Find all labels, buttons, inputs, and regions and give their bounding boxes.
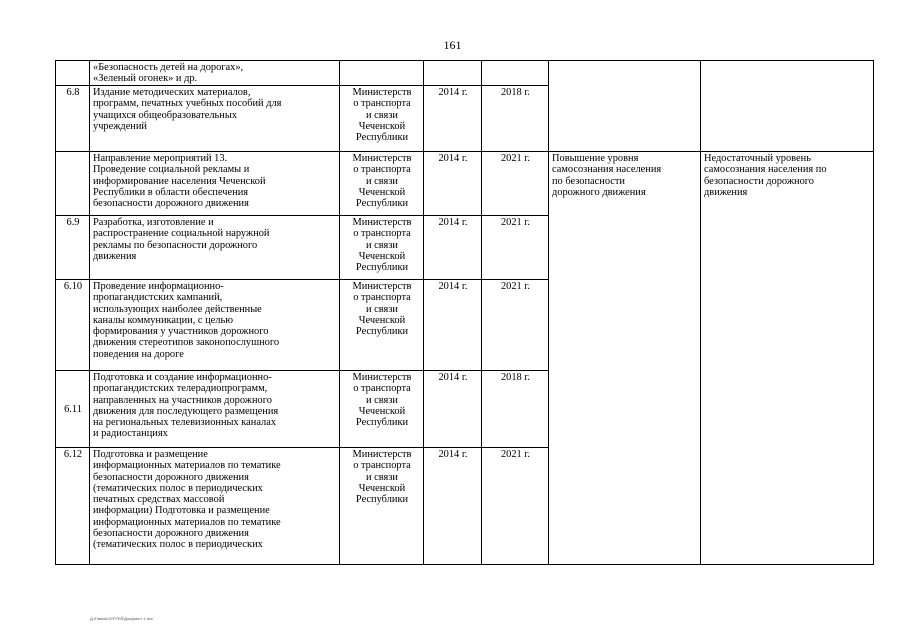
end-year: 2018 г. xyxy=(482,86,549,152)
measure-text: Издание методических материалов, программ, печатных учебных пособий для учащихся общеобразовательных учреждений xyxy=(90,86,340,152)
expected-result: Повышение уровня самосознания населения по безопасности дорожного движения xyxy=(549,152,701,565)
executor: Министерств о транспорта и связи Чеченской Республики xyxy=(340,216,424,280)
row-number xyxy=(56,152,90,216)
row-number: 6.8 xyxy=(56,86,90,152)
measure-text: Направление мероприятий 13. Проведение социальной рекламы и информирование населения Чеченской Республики в области обеспечения безопасности дорожного движения xyxy=(90,152,340,216)
table-row xyxy=(56,152,874,216)
start-year: 2014 г. xyxy=(424,371,482,448)
row-number xyxy=(56,61,90,86)
executor: Министерств о транспорта и связи Чеченской Республики xyxy=(340,86,424,152)
start-year: 2014 г. xyxy=(424,280,482,371)
program-table xyxy=(55,60,874,565)
row-number: 6.11 xyxy=(56,371,90,448)
measure-text: Подготовка и размещение информационных материалов по тематике безопасности дорожного движения (тематических полос в периодических печатных средствах массовой информации) Подготовка и размещение информационных материалов по тематике безопасности дорожного движения (тематических полос в периодических xyxy=(90,448,340,565)
end-year: 2018 г. xyxy=(482,371,549,448)
start-year: 2014 г. xyxy=(424,448,482,565)
start-year: 2014 г. xyxy=(424,152,482,216)
measure-text: Проведение информационно- пропагандистских кампаний, использующих наиболее действенные каналы коммуникации, с целью формирования у участников дорожного движения стереотипов законопослушного поведения на дороге xyxy=(90,280,340,371)
executor: Министерств о транспорта и связи Чеченской Республики xyxy=(340,371,424,448)
result-cell-empty xyxy=(549,61,701,152)
end-year: 2021 г. xyxy=(482,448,549,565)
end-year: 2021 г. xyxy=(482,152,549,216)
executor: Министерств о транспорта и связи Чеченской Республики xyxy=(340,280,424,371)
footer-path: Д:\Папка\СЕРГЕЙ\Документ 1.doc xyxy=(90,616,154,621)
measure-text: «Безопасность детей на дорогах», «Зеленый огонек» и др. xyxy=(90,61,340,86)
start-year: 2014 г. xyxy=(424,216,482,280)
executor: Министерств о транспорта и связи Чеченской Республики xyxy=(340,152,424,216)
start-year: 2014 г. xyxy=(424,86,482,152)
row-number: 6.10 xyxy=(56,280,90,371)
executor xyxy=(340,61,424,86)
page-number: 161 xyxy=(443,38,462,52)
row-number: 6.12 xyxy=(56,448,90,565)
problem-cell-empty xyxy=(701,61,874,152)
end-year: 2021 г. xyxy=(482,280,549,371)
end-year xyxy=(482,61,549,86)
table-row xyxy=(56,61,874,86)
measure-text: Подготовка и создание информационно- пропагандистских телерадиопрограмм, направленных на участников дорожного движения для последующего размещения на региональных телевизионных каналах и радиостанциях xyxy=(90,371,340,448)
end-year: 2021 г. xyxy=(482,216,549,280)
start-year xyxy=(424,61,482,86)
measure-text: Разработка, изготовление и распространение социальной наружной рекламы по безопасности дорожного движения xyxy=(90,216,340,280)
executor: Министерств о транспорта и связи Чеченской Республики xyxy=(340,448,424,565)
problem-description: Недостаточный уровень самосознания населения по безопасности дорожного движения xyxy=(701,152,874,565)
row-number: 6.9 xyxy=(56,216,90,280)
